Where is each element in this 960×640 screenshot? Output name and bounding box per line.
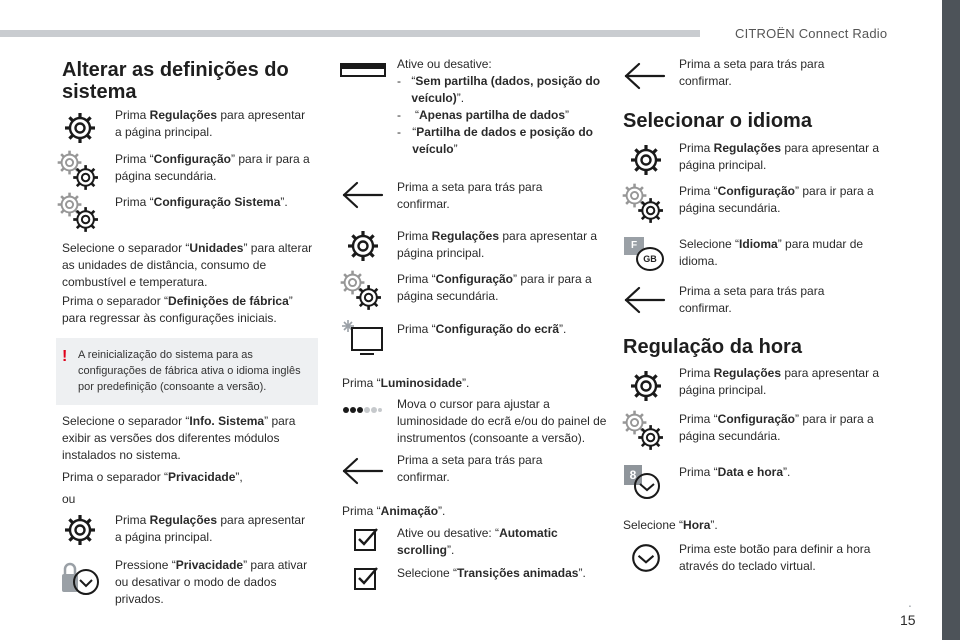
slider-bar-icon[interactable] (340, 63, 386, 79)
automatic-scrolling-toggle: Ative ou desative: “Automatic scrolling”. (397, 526, 558, 557)
step-open-settings-c3b: Prima Regulações para apresentar a página principal. (679, 366, 880, 397)
back-confirm-0: Prima a seta para trás para confirmar. (679, 57, 825, 88)
step-open-configuration-c3b: Prima “Configuração” para ir para a página secundária. (679, 412, 874, 443)
settings-gear-icon[interactable] (60, 510, 100, 550)
back-confirm-2: Prima a seta para trás para confirmar. (397, 453, 543, 484)
settings-gear-icon[interactable] (626, 140, 666, 180)
section-title-language: Selecionar o idioma (623, 110, 812, 132)
system-info-paragraph: Selecione o separador “Info. Sistema” para exibir as versões dos diferentes módulos instalados no sistema. (62, 414, 296, 462)
step-open-settings-c2: Prima Regulações para apresentar a página principal. (397, 229, 598, 260)
system-configuration-gears-icon[interactable] (57, 192, 101, 236)
back-confirm-1: Prima a seta para trás para confirmar. (397, 180, 543, 211)
configuration-gears-icon[interactable] (622, 410, 666, 454)
back-arrow-icon[interactable] (622, 285, 666, 315)
display-screen-icon[interactable] (340, 318, 386, 358)
step-open-configuration-c2: Prima “Configuração” para ir para a página secundária. (397, 272, 592, 303)
brightness-dots-icon[interactable] (342, 406, 382, 414)
clock-badge: 8 (624, 465, 642, 485)
side-tab (942, 0, 960, 640)
continuation-mark: . (908, 594, 912, 610)
step-privacy-toggle: Pressione “Privacidade” para ativar ou desativar o modo de dados privados. (115, 558, 308, 606)
step-open-settings-c3: Prima Regulações para apresentar a página principal. (679, 141, 880, 172)
configuration-gears-icon[interactable] (340, 270, 384, 314)
animation-step: Prima “Animação”. (342, 504, 446, 518)
keyboard-button-icon[interactable] (630, 542, 662, 574)
factory-defaults-paragraph: Prima o separador “Definições de fábrica” para regressar às configurações iniciais. (62, 294, 293, 325)
date-time-clock-icon[interactable] (624, 463, 664, 503)
lang-f-label: F (624, 237, 644, 255)
settings-gear-icon[interactable] (60, 108, 100, 148)
step-open-settings-2: Prima Regulações para apresentar a página principal. (115, 513, 306, 544)
page-number: 15 (900, 612, 916, 628)
step-open-configuration: Prima “Configuração” para ir para a página secundária. (115, 152, 310, 183)
configuration-gears-icon[interactable] (622, 183, 666, 227)
settings-gear-icon[interactable] (343, 226, 383, 266)
option-no-sharing[interactable]: - “Sem partilha (dados, posição do veículo)”. (397, 74, 601, 105)
section-title-time: Regulação da hora (623, 336, 802, 358)
virtual-keyboard-text: Prima este botão para definir a hora através do teclado virtual. (679, 542, 871, 573)
language-flag-icon[interactable] (624, 237, 664, 271)
warning-text: A reinicialização do sistema para as configurações de fábrica ativa o idioma inglês por predefinição (consoante a versão). (78, 349, 301, 393)
select-hour-step: Selecione “Hora”. (623, 518, 718, 532)
back-arrow-icon[interactable] (340, 180, 384, 210)
units-paragraph: Selecione o separador “Unidades” para alterar as unidades de distância, consumo de combustível e temperatura. (62, 241, 313, 289)
step-open-settings: Prima Regulações para apresentar a página principal. (115, 108, 306, 139)
step-date-time: Prima “Data e hora”. (679, 465, 791, 479)
settings-gear-icon[interactable] (626, 366, 666, 406)
page-header: CITROËN Connect Radio (735, 26, 888, 41)
privacy-lock-icon[interactable] (58, 558, 102, 602)
step-select-language: Selecione “Idioma” para mudar de idioma. (679, 237, 864, 268)
top-rule (0, 30, 700, 37)
option-data-and-position[interactable]: - “Partilha de dados e posição do veículo” (397, 125, 593, 156)
step-system-configuration: Prima “Configuração Sistema”. (115, 195, 288, 209)
configuration-gears-icon[interactable] (57, 150, 101, 194)
warning-box (56, 338, 318, 405)
or-text: ou (62, 492, 76, 506)
option-data-only[interactable]: - “Apenas partilha de dados” (397, 108, 570, 122)
step-display-config: Prima “Configuração do ecrã”. (397, 322, 567, 336)
back-confirm-3: Prima a seta para trás para confirmar. (679, 284, 825, 315)
activate-intro: Ative ou desative: (397, 57, 492, 71)
lang-gb-label: GB (636, 247, 664, 271)
animated-transitions-toggle: Selecione “Transições animadas”. (397, 566, 586, 580)
privacy-options (397, 56, 607, 158)
back-arrow-icon[interactable] (340, 456, 384, 486)
privacy-tab-paragraph: Prima o separador “Privacidade”, (62, 470, 243, 484)
checkbox-icon[interactable] (353, 526, 379, 552)
back-arrow-icon[interactable] (622, 61, 666, 91)
brightness-step: Prima “Luminosidade”. (342, 376, 470, 390)
warning-icon: ! (62, 348, 68, 365)
section-title-system: Alterar as definições do sistema (62, 59, 289, 103)
checkbox-icon[interactable] (353, 565, 379, 591)
step-open-configuration-c3: Prima “Configuração” para ir para a página secundária. (679, 184, 874, 215)
brightness-slider-text: Mova o cursor para ajustar a luminosidade do ecrã e/ou do painel de instrumentos (consoante a versão). (397, 397, 607, 445)
